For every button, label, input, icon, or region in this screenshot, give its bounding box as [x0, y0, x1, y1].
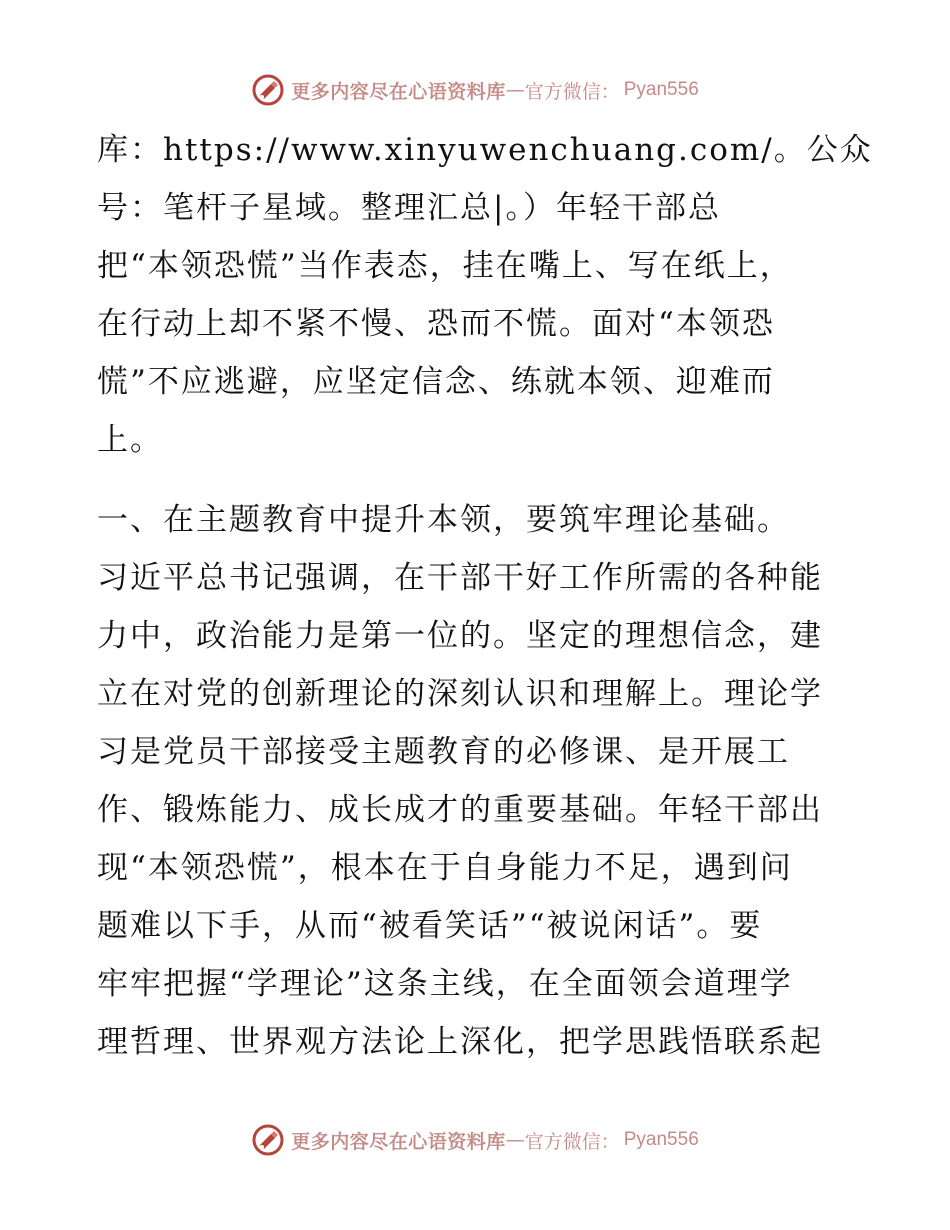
footer-wechat-id: Pyan556 [623, 1129, 699, 1150]
header-brand-text: 更多内容尽在心语资料库 [291, 80, 506, 103]
text-line: 牢牢把握“学理论”这条主线，在全面领会道理学 [97, 966, 793, 1002]
text-line: 理哲理、世界观方法论上深化，把学思践悟联系起 [97, 1024, 823, 1060]
header-separator: — [505, 79, 525, 101]
text-line: 慌”不应逃避，应坚定信念、练就本领、迎难而 [97, 364, 775, 400]
footer-wechat-label: 官方微信： [524, 1130, 620, 1153]
pen-logo-icon [251, 73, 285, 107]
text-line: 号：笔杆子星域。整理汇总|。）年轻干部总 [97, 190, 721, 226]
text-line: 库：https://www.xinyuwenchuang.com/。公众 [97, 132, 873, 168]
text-line: 把“本领恐慌”当作表态，挂在嘴上、写在纸上， [97, 248, 793, 284]
header-banner [0, 70, 950, 110]
paragraph-2 [97, 491, 857, 1071]
text-line: 力中，政治能力是第一位的。坚定的理想信念，建 [97, 618, 823, 654]
text-line: 习是党员干部接受主题教育的必修课、是开展工 [97, 734, 790, 770]
text-line: 题难以下手，从而“被看笑话”“被说闲话”。要 [97, 908, 763, 944]
text-line: 作、锻炼能力、成长成才的重要基础。年轻干部出 [97, 792, 823, 828]
text-line: 现“本领恐慌”，根本在于自身能力不足，遇到问 [97, 850, 793, 886]
footer-banner [0, 1120, 950, 1160]
pen-logo-icon [251, 1123, 285, 1157]
section-heading-line: 一、在主题教育中提升本领，要筑牢理论基础。 [97, 502, 790, 538]
header-wechat-label: 官方微信： [524, 80, 620, 103]
footer-brand-text: 更多内容尽在心语资料库 [291, 1130, 506, 1153]
text-line: 在行动上却不紧不慢、恐而不慌。面对“本领恐 [97, 306, 775, 342]
footer-separator: — [505, 1129, 525, 1151]
paragraph-gap [97, 469, 857, 491]
text-line: 习近平总书记强调，在干部干好工作所需的各种能 [97, 560, 823, 596]
document-body [97, 121, 873, 1071]
paragraph-1 [97, 121, 873, 469]
text-line: 立在对党的创新理论的深刻认识和理解上。理论学 [97, 676, 823, 712]
header-wechat-id: Pyan556 [623, 79, 699, 100]
text-line: 上。 [97, 422, 163, 458]
